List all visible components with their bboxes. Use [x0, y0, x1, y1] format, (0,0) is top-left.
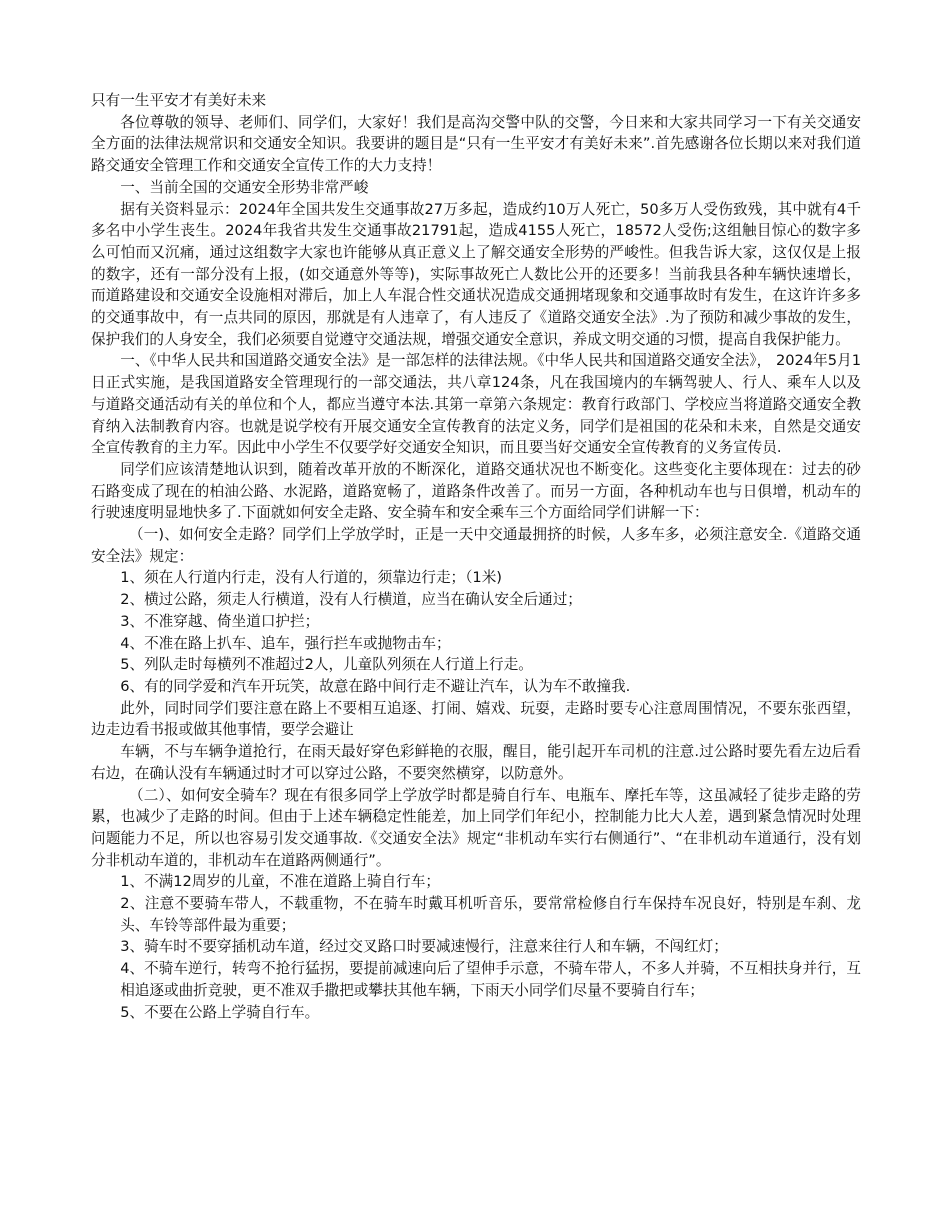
ride-rule-item: 2、注意不要骑车带人，不载重物，不在骑车时戴耳机听音乐，要常常检修自行车保持车况良好，特别是车刹、龙头、车铃等部件最为重要； [120, 895, 861, 934]
statistics-paragraph: 据有关资料显示：2024年全国共发生交通事故27万多起，造成约10万人死亡，50多万人受伤致残，其中就有4千多名中小学生丧生。2024年我省共发生交通事故21791起，造成4155人死亡，18572人受伤;这组触目惊心的数字多么可怕而又沉痛，通过这组数字大家也许能够从真正意义上了解交通安全形势的严峻性。但我告诉大家，这仅仅是上报的数字，还有一部分没有上报，(如交通意外等等)，实际事故死亡人数比公开的还要多！当前我县各种车辆快速增长，而道路建设和交通安全设施相对滞后，加上人车混合性交通状况造成交通拥堵现象和交通事故时有发生，在这许许多多的交通事故中，有一点共同的原因，那就是有人违章了，有人违反了《道路交通安全法》.为了预防和减少事故的发生，保护我们的人身安全，我们必须要自觉遵守交通法规，增强交通安全意识，养成文明交通的习惯，提高自我保护能力。 [91, 200, 861, 348]
walk-rule-item: 4、不准在路上扒车、追车，强行拦车或抛物击车； [120, 634, 451, 652]
ride-safety-intro: （二）、如何安全骑车？现在有很多同学上学放学时都是骑自行车、电瓶车、摩托车等，这虽减轻了徒步走路的劳累，也减少了走路的时间。但由于上述车辆稳定性能差，加上同学们年纪小，控制能力比大人差，遇到紧急情况时处理问题能力不足，所以也容易引发交通事故.《交通安全法》规定“非机动车实行右侧通行”、“在非机动车道通行，没有划分非机动车道的，非机动车在道路两侧通行”。 [91, 786, 861, 869]
document-page [91, 90, 866, 1023]
road-change-paragraph: 同学们应该清楚地认识到，随着改革开放的不断深化，道路交通状况也不断变化。这些变化主要体现在：过去的砂石路变成了现在的柏油公路、水泥路，道路宽畅了，道路条件改善了。而另一方面，各种机动车也与日俱增，机动车的行驶速度明显地快多了.下面就如何安全走路、安全骑车和安全乘车三个方面给同学们讲解一下： [91, 460, 861, 522]
walk-safety-intro: （一)、如何安全走路？同学们上学放学时，正是一天中交通最拥挤的时候，人多车多，必须注意安全.《道路交通安全法》规定： [91, 526, 861, 565]
section-heading-situation: 一、当前全国的交通安全形势非常严峻 [120, 178, 369, 196]
greeting-paragraph: 各位尊敬的领导、老师们、同学们，大家好！我们是高沟交警中队的交警，今日来和大家共同学习一下有关交通安全方面的法律法规常识和交通安全知识。我要讲的题目是“只有一生平安才有美好未来”.首先感谢各位长期以来对我们道 路交通安全管理工作和交通安全宣传工作的大力支持！ [91, 113, 866, 175]
ride-rule-item: 5、不要在公路上学骑自行车。 [120, 1003, 320, 1021]
walk-rule-item: 6、有的同学爱和汽车开玩笑，故意在路中间行走不避让汽车，认为车不敢撞我. [120, 677, 631, 695]
walk-rule-item: 3、不准穿越、倚坐道口护拦； [120, 612, 320, 630]
document-title: 只有一生平安才有美好未来 [91, 92, 267, 109]
walk-rule-item: 5、列队走时每横列不准超过2人，儿童队列须在人行道上行走。 [120, 656, 533, 674]
walk-extra-paragraph: 车辆，不与车辆争道抢行，在雨天最好穿色彩鲜艳的衣服，醒目，能引起开车司机的注意.过公路时要先看左边后看右边，在确认没有车辆通过时才可以穿过公路，不要突然横穿，以防意外。 [91, 743, 861, 782]
walk-rule-item: 2、横过公路，须走人行横道，没有人行横道，应当在确认安全后通过； [120, 591, 582, 609]
walk-extra-paragraph: 此外，同时同学们要注意在路上不要相互追逐、打闹、嬉戏、玩耍，走路时要专心注意周围情况，不要东张西望，边走边看书报或做其他事情，要学会避让 [91, 699, 861, 739]
ride-rule-item: 3、骑车时不要穿插机动车道，经过交叉路口时要减速慢行，注意来往行人和车辆，不闯红灯； [120, 938, 728, 956]
ride-rule-item: 4、不骑车逆行，转弯不抢行猛拐，要提前减速向后了望伸手示意，不骑车带人，不多人并骑，不互相扶身并行，互相追逐或曲折竞驶，更不准双手撒把或攀扶其他车辆，下雨天小同学们尽量不要骑自行车； [120, 960, 861, 999]
ride-rule-item: 1、不满12周岁的儿童，不准在道路上骑自行车； [120, 873, 440, 891]
law-intro-paragraph: 一、《中华人民共和国道路交通安全法》是一部怎样的法律法规。《中华人民共和国道路交通安全法》， 2024年5月1日正式实施，是我国道路安全管理现行的一部交通法，共八章124条，凡在我国境内的车辆驾驶人、行人、乘车人以及与道路交通活动有关的单位和个人，都应当遵守本法.其第一章第六条规定：教育行政部门、学校应当将道路交通安全教育纳入法制教育内容。也就是说学校有开展交通安全宣传教育的法定义务，同学们是祖国的花朵和未来，自然是交通安全宣传教育的主力军。因此中小学生不仅要学好交通安全知识，而且要当好交通安全宣传教育的义务宣传员. [91, 352, 861, 457]
walk-rule-item: 1、须在人行道内行走，没有人行道的，须靠边行走；（1米) [120, 569, 502, 587]
